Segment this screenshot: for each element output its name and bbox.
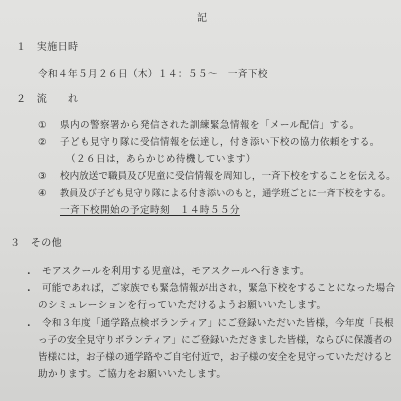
other-bullet-1: ・ [24,269,34,280]
other-item-2-text: 可能であれば，ご家族でも緊急情報が出され，緊急下校をすることになった場合 [42,283,396,294]
other-item-3-text-cont2: 皆様には，お子様の通学路やご自宅付近で，お子様の安全を見守っていただけると [38,352,393,363]
other-item-3-text-cont1: っ子の安全見守りボランティア」にご登録いただきました皆様，ならびに保護者の [38,335,393,346]
section1-heading: １ 実施日時 [16,42,79,53]
other-item-2-text-cont: のシミュレーションを行っていただけるようお願いいたします。 [38,300,327,311]
flow-item-4-number: ④ [38,188,47,199]
other-item-3-text-cont3: 助かります。ご協力をお願いいたします。 [38,369,227,380]
flow-item-4-text: 教員及び子ども見守り隊による付き添いのもと，通学班ごとに一斉下校をする。 [60,188,391,199]
flow-item-1-number: ① [38,120,47,131]
section3-heading: ３ その他 [10,238,62,249]
other-bullet-2: ・ [24,286,34,297]
flow-item-1-text: 県内の警察署から発信された訓練緊急情報を「メール配信」する。 [60,120,360,131]
schedule-time: 一斉下校開始の予定時刻 １４時５５分 [60,205,240,216]
other-item-3-text: 令和３年度「通学路点検ボランティア」にご登録いただいた皆様，今年度「長根 [42,318,394,329]
flow-item-2-number: ② [38,137,47,148]
other-bullet-3: ・ [24,321,34,332]
section2-heading: ２ 流 れ [16,94,79,105]
document-title: 記 [197,13,208,24]
flow-item-2-note: （２６日は，あらかじめ待機しています） [66,154,256,165]
other-item-1-text: モアスクールを利用する児童は，モアスクールへ行きます。 [42,266,310,277]
flow-item-3-text: 校内放送で職員及び児童に受信情報を周知し，一斉下校をすることを伝える。 [60,171,396,182]
flow-item-3-number: ③ [38,171,47,182]
section1-body: 令和４年５月２６日（木）１４：５５〜 一斉下校 [38,69,268,80]
flow-item-2-text: 子ども見守り隊に受信情報を伝達し，付き添い下校の協力依頼をする。 [60,137,380,148]
